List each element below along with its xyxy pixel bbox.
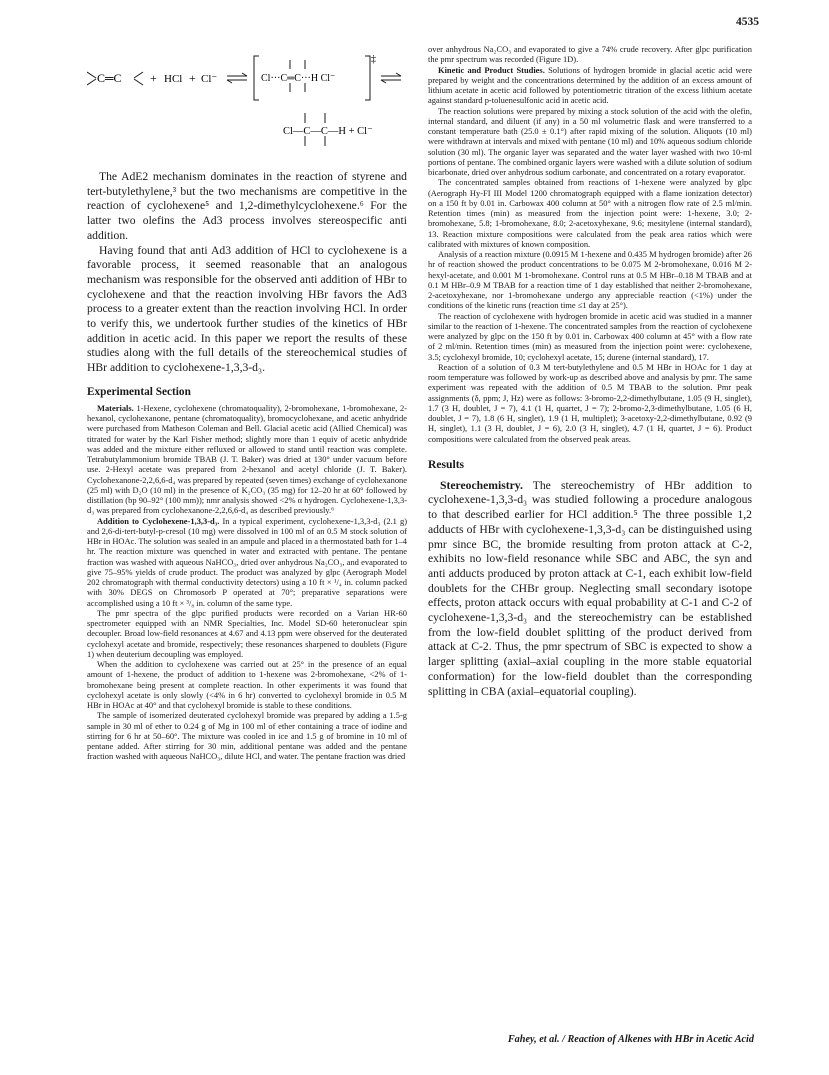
materials-text: 1-Hexene, cyclohexene (chromatoquality), 2-bromohexane, 1-bromohexane, 2-hexanol, cyclohexanone, pentane (chromatoquality), bromocyclohexane, and acetic anhydride were purchased from Matheson Coleman and Bell. Glacial acetic acid (Allied Chemical) was titrated for water by the Karl Fisher method; slightly more than 1 equiv of acetic anhydride was added and the mixture either refluxed or allowed to stand until reaction was complete. Tetrabutylammonium bromide TBAB (J. T. Baker) was dried at 130° under vacuum before use. 2-Hexyl acetate was prepared from 2-hexanol and acetyl chloride (J. T. Baker). Cyclohexanone-2,2,6,6-d₄ was prepared by repeated (seven times) exchange of cyclohexanone (25 ml) with D₂O (10 ml) in the presence of K₂CO₃ (35 mg) for 12–20 hr at 60° followed by distillation (bp 90–92° (100 mm)); nmr analysis showed <2% α hydrogen. Cyclohexene-1,3,3-d₃ was prepared from cyclohexanone-2,2,6,6-d₄ as described previously.⁶ <box>87 402 407 516</box>
cyclohexene-glpc-paragraph: The reaction of cyclohexene with hydrogen bromide in acetic acid was studied in a manner similar to the reaction of 1-hexene. The concentrated samples from the reaction of cyclohexene were analyzed by glpc on the 150 ft by 0.01 in. Carbowax 400 column at 45° with a flow rate of 2 ml/min. Retention times (min) as measured from the injection point were: cyclohexene, 3.5; cyclohexyl bromide, 10; cyclohexyl acetate, 15; durene (internal standard), 17. <box>428 310 752 362</box>
transition-complex: Cl···C═C···H Cl⁻ <box>261 73 336 84</box>
addition-paragraph <box>87 516 407 608</box>
plus-sign-1: + <box>150 71 157 85</box>
hcl-label: HCl <box>164 73 183 85</box>
kinetic-text: Solutions of hydrogen bromide in glacial acetic acid were prepared by weight and the concentrations determined by the addition of an excess amount of lithium acetate in acetic acid followed by potentiometric titration of the excess lithium acetate against standard p-toluenesulfonic acid in acetic acid. <box>428 64 752 106</box>
transition-dagger: ‡ <box>371 54 376 65</box>
addition-heading: Addition to Cyclohexene-1,3,3-d₃. <box>97 515 220 526</box>
left-column <box>87 170 407 762</box>
product-label: Cl—C—C—H + Cl⁻ <box>283 126 373 137</box>
scheme-drawing <box>87 52 412 162</box>
addition-text: In a typical experiment, cyclohexene-1,3,3-d₃ (2.1 g) and 2,6-di-tert-butyl-p-cresol (10 mg) were dissolved in 100 ml of an 0.5 M stock solution of HBr in HOAc. The solution was sealed in an ampule and placed in a thermostated bath for 1–4 hr. The reaction mixture was quenched in water and extracted with pentane. The pentane fraction was washed with aqueous NaHCO₃, dried over anhydrous Na₂CO₃, and evaporated to give 75–95% yields of crude product. The product was analyzed by glpc (Aerograph Model 202 chromatograph with thermal conductivity detectors) using a 10 ft × ¹/₄ in. column packed with 30% DEGS on Chromosorb P operated at 70°; preparative separations were accomplished using a 10 ft × ³/₈ in. column of the same type. <box>87 515 408 608</box>
tert-butylethylene-paragraph: Reaction of a solution of 0.3 M tert-butylethylene and 0.5 M HBr in HOAc for 1 day at room temperature was followed by work-up as described above and analysis by pmr. The same experiment was repeated with the addition of 0.5 M TBAB to the solution. Pmr peak assignments (δ, ppm; J, Hz) were as follows: 3-bromo-2,2-dimethylbutane, 1.05 (9 H, singlet), 1.7 (3 H, doublet, J = 7), 4.1 (1 H, quartet, J = 7); 2-bromo-2,3-dimethylbutane, 1.05 (6 H, doublet, J = 7), 1.8 (6 H, singlet), 1.9 (1 H, multiplet); 3-acetoxy-2,2-dimethylbutane, 0.92 (9 H, singlet), 1.1 (3 H, doublet, J = 6), 2.0 (3 H, singlet), 4.7 (1 H, quartet, J = 6). Product compositions were calculated from the observed peak areas. <box>428 361 752 444</box>
section-title-results: Results <box>428 457 465 471</box>
stereochemistry-heading: Stereochemistry. <box>440 478 523 492</box>
isomerized-sample-paragraph: The sample of isomerized deuterated cyclohexyl bromide was prepared by adding a 1.5-g sample in 30 ml of ether to 0.24 g of Mg in 100 ml of ether containing a trace of iodine and stirring for 6 hr at 50–60°. The mixture was cooled in ice and 1.5 g of bromine in 10 ml of pentane added. After stirring for 30 min, additional pentane was added and the pentane fraction washed with aqueous NaHCO₃, dilute HCl, and water. The pentane fraction was dried <box>87 710 407 762</box>
glpc-hexene-paragraph: The concentrated samples obtained from reactions of 1-hexene were analyzed by glpc (Aerograph Hy-FI III Model 1200 chromatograph equipped with a flame ionization detector) on a 150 ft by 0.01 in. Carbowax 400 column at 50° with a nitrogen flow rate of 2.5 ml/min. Retention times (min) as measured from the injection point were: 1-hexene, 3.0; 2-bromohexane, 5.8; 1-bromohexane, 8.0; 2-acetoxyhexane, 9.6; mesitylene (internal standard), 13. Reaction mixture compositions were calculated from the peak area ratios which were calibrated with mixtures of known composition. <box>428 177 752 249</box>
pmr-paragraph: The pmr spectra of the glpc purified products were recorded on a Varian HR-60 spectrometer equipped with an NMR Specialties, Inc. Model SD-60 heteronuclear spin decoupler. Broad low-field resonances at 4.67 and 4.13 ppm were observed for the deuterated cyclohexyl acetate and bromide, respectively; these resonances sharpened to doublets (Figure 1) when deuterium decoupling was employed. <box>87 607 407 659</box>
section-title-experimental: Experimental Section <box>87 385 191 398</box>
reaction-scheme <box>87 52 412 162</box>
hexene-competition-paragraph: When the addition to cyclohexene was carried out at 25° in the presence of an equal amount of 1-hexene, the product of addition to 1-hexene was 2-bromohexane, <2% of 1-bromohexane being present at complete reaction. In other experiments it was found that cyclohexyl acetate is only slowly (<4% in 6 hr) converted to cyclohexyl bromide in 0.5 M HBr in HOAc at 40° and that cyclohexyl bromide is stable to these conditions. <box>87 659 407 711</box>
reaction-solutions-paragraph: The reaction solutions were prepared by mixing a stock solution of the acid with the olefin, internal standard, and diluent (if any) in a 50 ml volumetric flask and were transferred to a constant temperature bath (25.0 ± 0.1°) after rapid mixing of the solution. Aliquots (10 ml) were withdrawn at intervals and mixed with pentane (10 ml) and 10% aqueous sodium chloride solution (30 ml). The organic layer was separated and the water layer washed with two 10-ml portions of pentane. The combined organic layers were washed with a dilute solution of sodium bicarbonate, dried over anhydrous sodium carbonate, and concentrated on a rotary evaporator. <box>428 105 752 177</box>
materials-paragraph <box>87 403 407 516</box>
stereochemistry-paragraph <box>428 479 752 700</box>
kinetic-heading: Kinetic and Product Studies. <box>438 64 545 75</box>
page-number: 4535 <box>736 16 759 28</box>
intro-paragraph-2: Having found that anti Ad3 addition of HCl to cyclohexene is a favorable process, it seemed reasonable that an analogous mechanism was responsible for the observed anti addition of HBr to cyclohexene and that the reaction involving HBr favors the Ad3 process to a greater extent than the reaction involving HCl. In order to verify this, we undertook further studies of the kinetics of HBr addition in acetic acid. In this paper we report the results of these studies along with the full details of the stereochemical studies of HBr addition to cyclohexene-1,3,3-d₃. <box>87 243 407 375</box>
materials-heading: Materials. <box>97 402 134 413</box>
alkene-label: C═C <box>97 71 122 85</box>
running-footer: Fahey, et al. / Reaction of Alkenes with HBr in Acetic Acid <box>507 1034 754 1045</box>
chloride-label: Cl⁻ <box>201 73 218 85</box>
stereochemistry-text: The stereochemistry of HBr addition to cyclohexene-1,3,3-d₃ was studied following a procedure analogous to that described earlier for HCl addition.⁵ The three possible 1,2 adducts of HBr with cyclohexene-1,3,3-d₃ can be distinguished using pmr since BC, the bromide resulting from proton attack at C-2, exhibits no low-field resonance while SBC and ABC, the syn and anti adducts produced by proton attack at C-1, each exhibit low-field doublets for the CHBr group. Neglecting small secondary isotope effects, proton attack occurs with equal probability at C-1 and C-2 of cyclohexene-1,3,3-d₃ and the stereochemistry can be established from the low-field doublet splitting of the product derived from attack at C-2. Thus, the pmr spectrum of SBC is expected to show a larger splitting (axial–axial coupling in the more stable equatorial conformation) for the low-field doublet than the corresponding splitting in CBA (axial–equatorial coupling). <box>428 478 752 698</box>
plus-sign-2: + <box>189 71 196 85</box>
analysis-paragraph: Analysis of a reaction mixture (0.0915 M 1-hexene and 0.435 M hydrogen bromide) after 26 hr of reaction showed the product concentrations to be 0.075 M 2-bromohexane, 0.016 M 2-hexyl-acetate, and 0.001 M 1-bromohexane. Control runs at 0.5 M HBr–0.18 M TBAB and at 0.1 M HBr–0.9 M TBAB for a reaction time of 1 day established that neither 2-bromohexane, 2-acetoxyhexane, nor 1-bromohexane undergo any appreciable reaction (<1%) under the conditions of the kinetic runs (reaction time ≤1 day at 25°). <box>428 249 752 311</box>
intro-paragraph-1: The AdE2 mechanism dominates in the reaction of styrene and tert-butylethylene,³ but the two mechanisms are competitive in the reaction of cyclohexene⁵ and 1,2-dimethylcyclohexene.⁶ For the latter two olefins the Ad3 process involves stereospecific anti addition. <box>87 170 407 242</box>
continued-paragraph: over anhydrous Na₂CO₃ and evaporated to give a 74% crude recovery. After glpc purification the pmr spectrum was recorded (Figure 1D). <box>428 44 752 65</box>
right-column <box>428 44 752 699</box>
kinetic-paragraph <box>428 65 752 106</box>
